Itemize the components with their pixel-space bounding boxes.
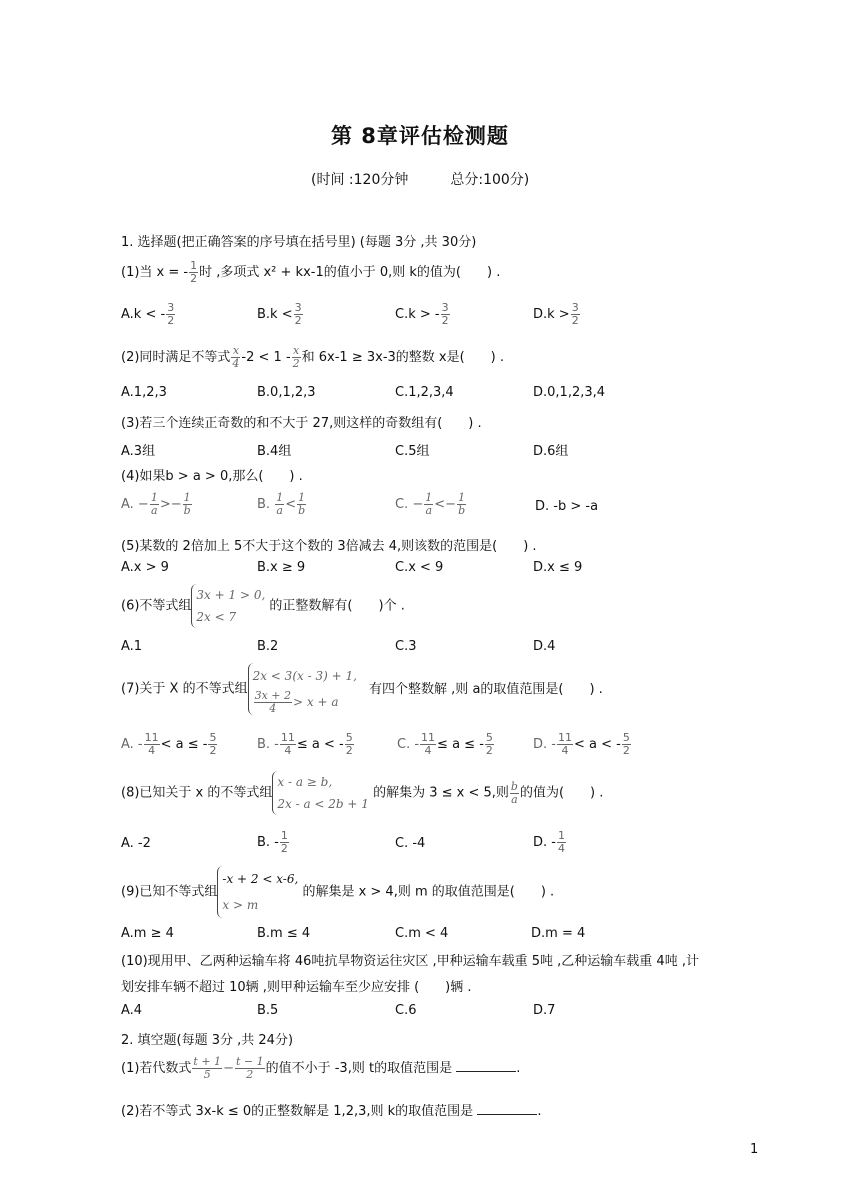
q10-option-c[interactable]: C.6: [395, 1003, 417, 1018]
q6-stem: (6)不等式组 3x + 1 > 0, 2x < 7 的正整数解有( )个 .: [121, 584, 405, 628]
q6-option-b[interactable]: B.2: [257, 639, 279, 654]
q4-stem: (4)如果b > a > 0,那么( ) .: [121, 469, 303, 484]
q10-option-b[interactable]: B.5: [257, 1003, 279, 1018]
q10-option-d[interactable]: D.7: [533, 1003, 556, 1018]
q9-system: -x + 2 < x-6, x > m: [217, 866, 298, 918]
q7-option-a[interactable]: A. - $\frac{11}{4}$ < a ≤ - $\frac{5}{2}$: [121, 731, 217, 757]
q10-stem-line1: (10)现用甲、乙两种运输车将 46吨抗旱物资运往灾区 ,甲种运输车载重 5吨 ,乙种运输车载重 4吨 ,计: [121, 954, 699, 969]
q2-option-c[interactable]: C.1,2,3,4: [395, 385, 454, 400]
q10-stem-line2: 划安排车辆不超过 10辆 ,则甲种运输车至少应安排 ( )辆 .: [121, 980, 472, 995]
q5-stem: (5)某数的 2倍加上 5不大于这个数的 3倍减去 4,则该数的范围是( ) .: [121, 539, 537, 554]
q7-option-c[interactable]: C. - $\frac{11}{4}$ ≤ a ≤ - $\frac{5}{2}$: [397, 731, 493, 757]
q1-option-c[interactable]: C.k > - $\frac{3}{2}$: [395, 301, 449, 327]
page-title: 第 8章评估检测题: [331, 124, 509, 148]
q7-option-b[interactable]: B. - $\frac{11}{4}$ ≤ a < - $\frac{5}{2}$: [257, 731, 353, 757]
q8-option-a[interactable]: A. -2: [121, 836, 151, 851]
q2-option-d[interactable]: D.0,1,2,3,4: [533, 385, 606, 400]
q9-option-c[interactable]: C.m < 4: [395, 926, 449, 941]
q8-option-c[interactable]: C. -4: [395, 836, 426, 851]
q9-option-d[interactable]: D.m = 4: [531, 926, 586, 941]
q5-option-c[interactable]: C.x < 9: [395, 560, 444, 575]
q9-option-a[interactable]: A.m ≥ 4: [121, 926, 174, 941]
q8-option-d[interactable]: D. - $\frac{1}{4}$: [533, 829, 565, 855]
page-number: 1: [750, 1142, 759, 1157]
q8-option-b[interactable]: B. - $\frac{1}{2}$: [257, 829, 288, 855]
fill-1: (1)若代数式 $\frac{t + 1}{5}$ − $\frac{t - 1}{2}$ 的值不小于 -3,则 t的取值范围是 .: [121, 1055, 521, 1081]
q5-option-b[interactable]: B.x ≥ 9: [257, 560, 306, 575]
q5-option-d[interactable]: D.x ≤ 9: [533, 560, 583, 575]
q2-option-b[interactable]: B.0,1,2,3: [257, 385, 316, 400]
q6-option-d[interactable]: D.4: [533, 639, 556, 654]
q1-pre: (1)当 x = -: [121, 265, 189, 280]
q4-option-d[interactable]: D. -b > -a: [535, 499, 599, 514]
q2-option-a[interactable]: A.1,2,3: [121, 385, 167, 400]
q10-option-a[interactable]: A.4: [121, 1003, 143, 1018]
q6-system: 3x + 1 > 0, 2x < 7: [191, 584, 265, 628]
q4-option-c[interactable]: C. − $\frac{1}{a}$ <− $\frac{1}{b}$: [395, 491, 466, 517]
q6-option-a[interactable]: A.1: [121, 639, 143, 654]
q4-option-b[interactable]: B. $\frac{1}{a}$ < $\frac{1}{b}$: [257, 491, 306, 517]
q3-option-b[interactable]: B.4组: [257, 444, 292, 459]
q6-option-c[interactable]: C.3: [395, 639, 417, 654]
q1-frac: $\frac{1}{2}$: [190, 259, 198, 285]
q3-option-a[interactable]: A.3组: [121, 444, 156, 459]
q1-stem: [121, 260, 500, 285]
q2-stem: (2)同时满足不等式 $\frac{x}{4}$ -2 < 1 - $\frac{x}{2}$ 和 6x-1 ≥ 3x-3的整数 x是( ) .: [121, 344, 505, 370]
page-subtitle: (时间 :120分钟 总分:100分): [311, 172, 530, 188]
section2-heading: 2. 填空题(每题 3分 ,共 24分): [121, 1033, 294, 1048]
q7-stem: (7)关于 X 的不等式组 2x < 3(x - 3) + 1, $\frac{3x + 2}{4}$ > x + a 有四个整数解 ,则 a的取值范围是( ) .: [121, 663, 603, 715]
q7-system: 2x < 3(x - 3) + 1, $\frac{3x + 2}{4}$ > x + a: [248, 663, 357, 715]
q1-post: 时 ,多项式 x² + kx-1的值小于 0,则 k的值为( ) .: [199, 265, 501, 280]
fill-1-blank[interactable]: [456, 1059, 516, 1072]
q1-option-a[interactable]: A.k < - $\frac{3}{2}$: [121, 301, 175, 327]
q7-option-d[interactable]: D. - $\frac{11}{4}$ < a < - $\frac{5}{2}$: [533, 731, 630, 757]
q3-option-d[interactable]: D.6组: [533, 444, 569, 459]
section1-heading: 1. 选择题(把正确答案的序号填在括号里) (每题 3分 ,共 30分): [121, 235, 477, 250]
q1-option-b[interactable]: B.k < $\frac{3}{2}$: [257, 301, 302, 327]
q9-stem: (9)已知不等式组 -x + 2 < x-6, x > m 的解集是 x > 4,则 m 的取值范围是( ) .: [121, 866, 554, 918]
q4-option-a[interactable]: A. − $\frac{1}{a}$ >− $\frac{1}{b}$: [121, 491, 191, 517]
q8-stem: (8)已知关于 x 的不等式组 x - a ≥ b, 2x - a < 2b + 1 的解集为 3 ≤ x < 5,则 $\frac{b}{a}$ 的值为( ) .: [121, 771, 603, 815]
q3-option-c[interactable]: C.5组: [395, 444, 430, 459]
fill-2-blank[interactable]: [477, 1102, 537, 1115]
q5-option-a[interactable]: A.x > 9: [121, 560, 169, 575]
q8-system: x - a ≥ b, 2x - a < 2b + 1: [272, 771, 369, 815]
q9-option-b[interactable]: B.m ≤ 4: [257, 926, 311, 941]
q3-stem: (3)若三个连续正奇数的和不大于 27,则这样的奇数组有( ) .: [121, 416, 482, 431]
q1-option-d[interactable]: D.k > $\frac{3}{2}$: [533, 301, 579, 327]
fill-2: (2)若不等式 3x-k ≤ 0的正整数解是 1,2,3,则 k的取值范围是 .: [121, 1104, 542, 1119]
